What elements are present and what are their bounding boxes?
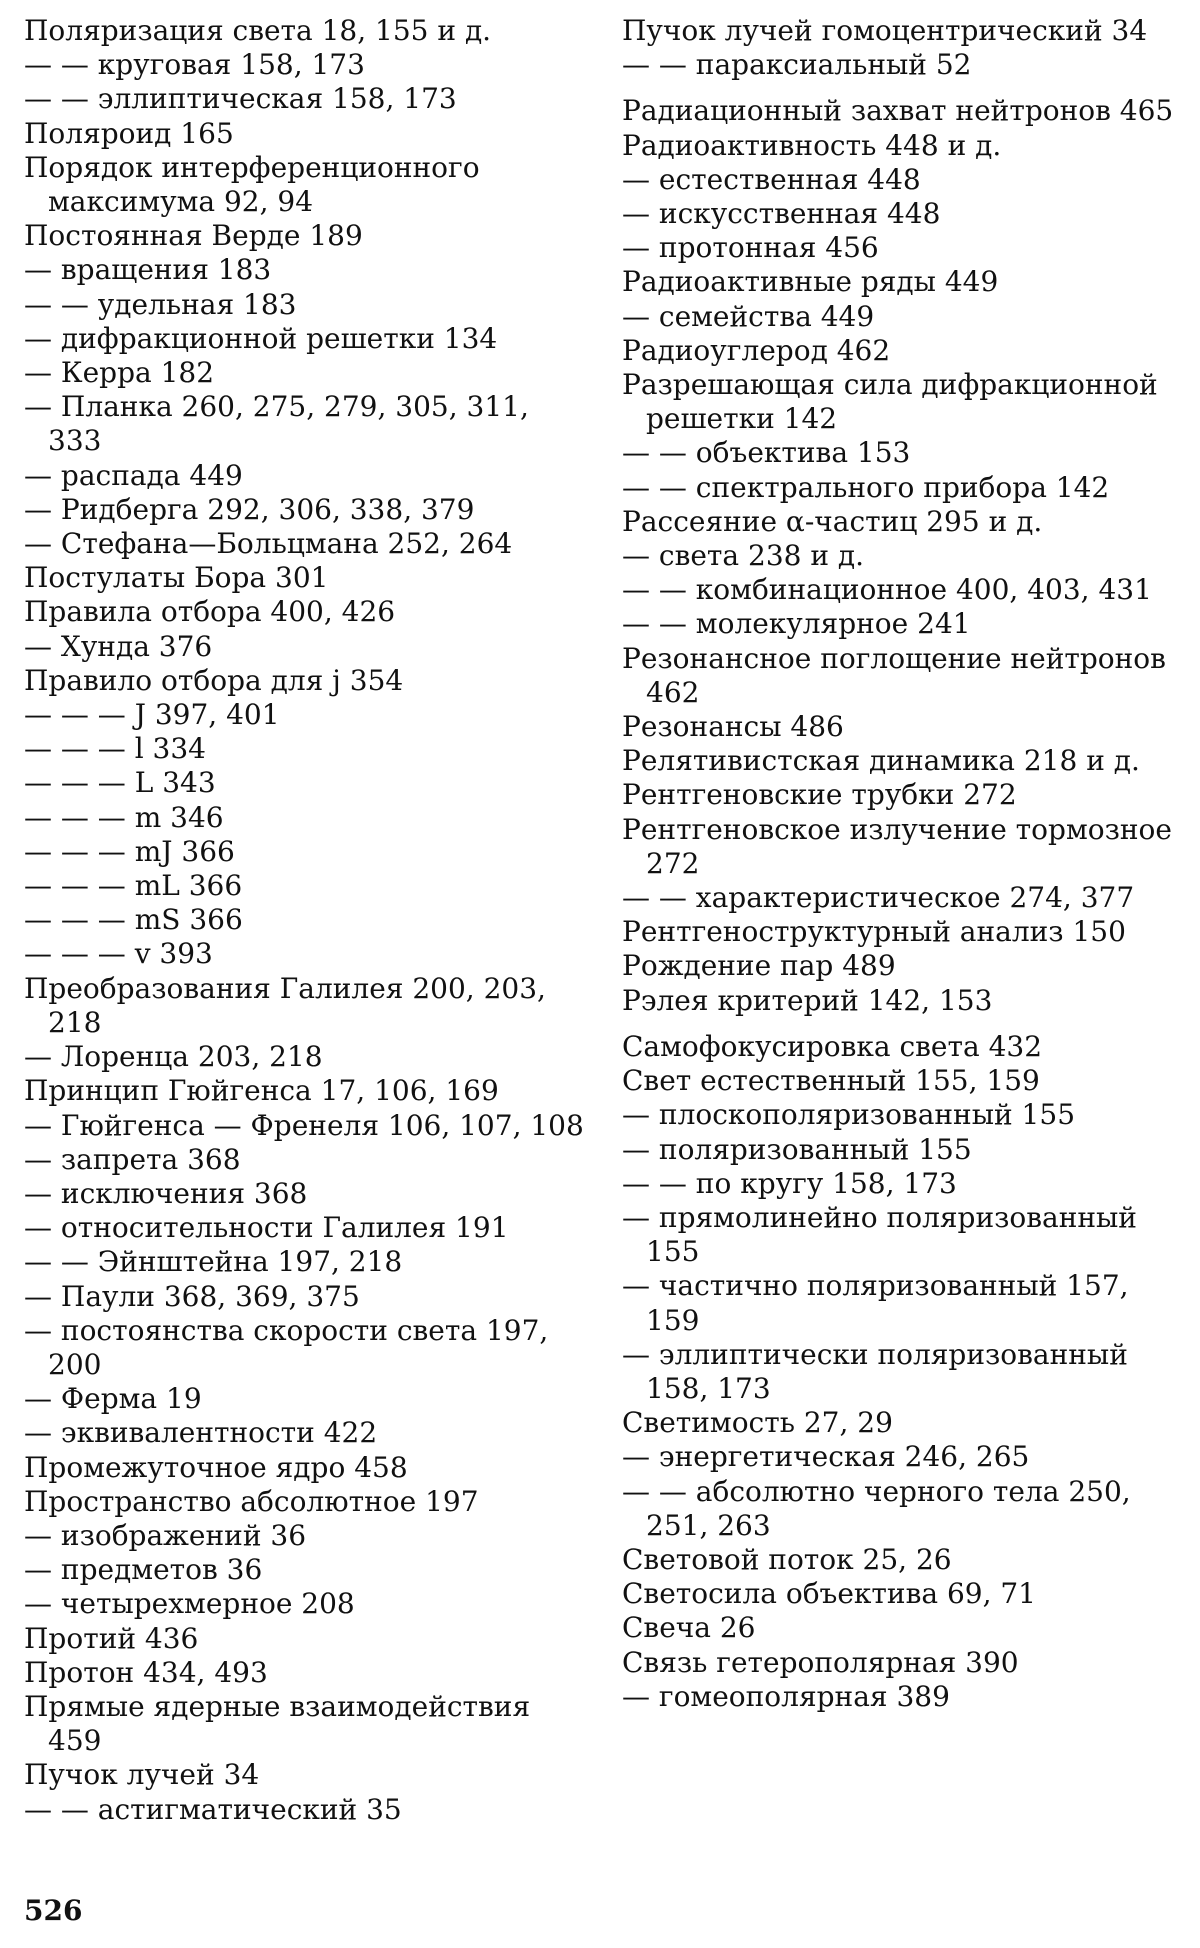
index-entry: — — — l 334 [24,732,206,766]
index-entry: — протонная 456 [622,231,879,265]
index-entry: — Ридберга 292, 306, 338, 379 [24,492,475,526]
index-entry: — эквивалентности 422 [24,1416,378,1450]
index-entry: Протон 434, 493 [24,1655,268,1689]
index-entry: Радиационный захват нейтронов 465 [622,94,1174,128]
index-entry: — гомеополярная 389 [622,1679,950,1713]
index-entry: — Керра 182 [24,356,215,390]
index-entry: Световой поток 25, 26 [622,1542,952,1576]
index-entry: — — абсолютно черного тела 250, 251, 263 [622,1474,1131,1542]
index-entry: — постоянства скорости света 197, 200 [24,1313,549,1381]
index-entry: Светимость 27, 29 [622,1406,893,1440]
index-entry: — плоскополяризованный 155 [622,1098,1076,1132]
index-entry: Свет естественный 155, 159 [622,1064,1040,1098]
index-entry: — Планка 260, 275, 279, 305, 311, 333 [24,390,529,458]
index-entry: Постоянная Верде 189 [24,219,363,253]
index-entry: — Ферма 19 [24,1382,202,1416]
index-entry: — — эллиптическая 158, 173 [24,82,457,116]
index-entry: Рентгеновские трубки 272 [622,778,1017,812]
index-entry: Рэлея критерий 142, 153 [622,983,993,1017]
index-entry: Самофокусировка света 432 [622,1029,1043,1063]
index-column-left [24,14,584,1827]
index-entry: — — объектива 153 [622,436,911,470]
index-entry: Пространство абсолютное 197 [24,1484,479,1518]
index-entry: — предметов 36 [24,1553,263,1587]
index-entry: Связь гетерополярная 390 [622,1645,1019,1679]
index-entry: — семейства 449 [622,299,875,333]
index-entry: — вращения 183 [24,253,272,287]
index-entry: — Стефана—Больцмана 252, 264 [24,527,513,561]
index-entry: — света 238 и д. [622,539,865,573]
index-entry: — Паули 368, 369, 375 [24,1279,360,1313]
index-entry: — Лоренца 203, 218 [24,1040,323,1074]
index-column-right [622,14,1182,1714]
index-entry: — — молекулярное 241 [622,607,971,641]
index-entry: — исключения 368 [24,1176,308,1210]
index-entry: — прямолинейно поляризованный 155 [622,1200,1137,1269]
index-entry: — — — m 346 [24,800,224,834]
index-entry: Пучок лучей гомоцентрический 34 [622,14,1148,47]
index-entry: — — Эйнштейна 197, 218 [24,1245,403,1279]
index-entry: — энергетическая 246, 265 [622,1440,1030,1474]
index-entry: — Хунда 376 [24,629,213,663]
index-entry: Свеча 26 [622,1611,756,1645]
index-entry: — — по кругу 158, 173 [622,1166,957,1200]
index-entry: — — — L 343 [24,766,216,800]
index-entry: Резонансы 486 [622,710,844,744]
page-number: 526 [24,1894,83,1927]
index-entry: — изображений 36 [24,1518,307,1552]
index-entry: Правило отбора для j 354 [24,663,404,697]
index-entry: Принцип Гюйгенса 17, 106, 169 [24,1074,499,1108]
index-entry: — — астигматический 35 [24,1792,402,1826]
index-entry: — — спектрального прибора 142 [622,470,1110,504]
index-entry: Преобразования Галилея 200, 203, 218 [24,971,546,1039]
index-entry: — — — v 393 [24,937,213,971]
index-entry: — искусственная 448 [622,197,941,231]
index-entry: — — — mJ 366 [24,834,235,868]
index-entry: Пучок лучей 34 [24,1758,260,1792]
index-entry: Порядок интерференционного максимума 92, 94 [24,150,480,219]
index-entry: Протий 436 [24,1621,199,1655]
index-entry: Светосила объектива 69, 71 [622,1577,1036,1611]
index-entry: — — характеристическое 274, 377 [622,881,1135,915]
index-entry: — — параксиальный 52 [622,48,972,82]
index-entry: — — удельная 183 [24,287,297,321]
index-entry: — Гюйгенса — Френеля 106, 107, 108 [24,1108,584,1142]
index-entry: Поляроид 165 [24,116,234,150]
index-entry: Радиоуглерод 462 [622,333,891,367]
index-entry: Разрешающая сила дифракционной решетки 142 [622,368,1158,436]
index-entry: Рентгеновское излучение тормозное 272 [622,812,1172,880]
index-entry: — четырехмерное 208 [24,1587,355,1621]
index-entry: — — комбинационное 400, 403, 431 [622,573,1152,607]
index-entry: Рождение пар 489 [622,949,896,983]
index-entry: — естественная 448 [622,162,921,196]
index-entry: — эллиптически поляризованный 158, 173 [622,1337,1128,1405]
index-entry: — — — mL 366 [24,869,243,903]
index-entry: Постулаты Бора 301 [24,561,329,595]
index-entry: Правила отбора 400, 426 [24,595,396,629]
index-entry: — — — J 397, 401 [24,698,280,732]
index-entry: Поляризация света 18, 155 и д. [24,14,492,47]
index-entry: — поляризованный 155 [622,1132,972,1166]
index-entry: — дифракционной решетки 134 [24,321,498,355]
index-entry: Прямые ядерные взаимодействия 459 [24,1689,531,1758]
index-entry: Рентгеноструктурный анализ 150 [622,915,1126,949]
index-entry: — — круговая 158, 173 [24,48,365,82]
index-entry: Резонансное поглощение нейтронов 462 [622,641,1166,709]
index-entry: — запрета 368 [24,1142,241,1176]
index-entry: — частично поляризованный 157, 159 [622,1269,1129,1337]
index-entry: Рассеяние α-частиц 295 и д. [622,504,1043,538]
index-entry: Радиоактивность 448 и д. [622,128,1002,162]
index-entry: — распада 449 [24,458,243,492]
index-entry: — — — mS 366 [24,903,243,937]
index-entry: Релятивистская динамика 218 и д. [622,744,1140,778]
index-entry: Радиоактивные ряды 449 [622,265,999,299]
index-entry: — относительности Галилея 191 [24,1211,509,1245]
index-entry: Промежуточное ядро 458 [24,1450,408,1484]
